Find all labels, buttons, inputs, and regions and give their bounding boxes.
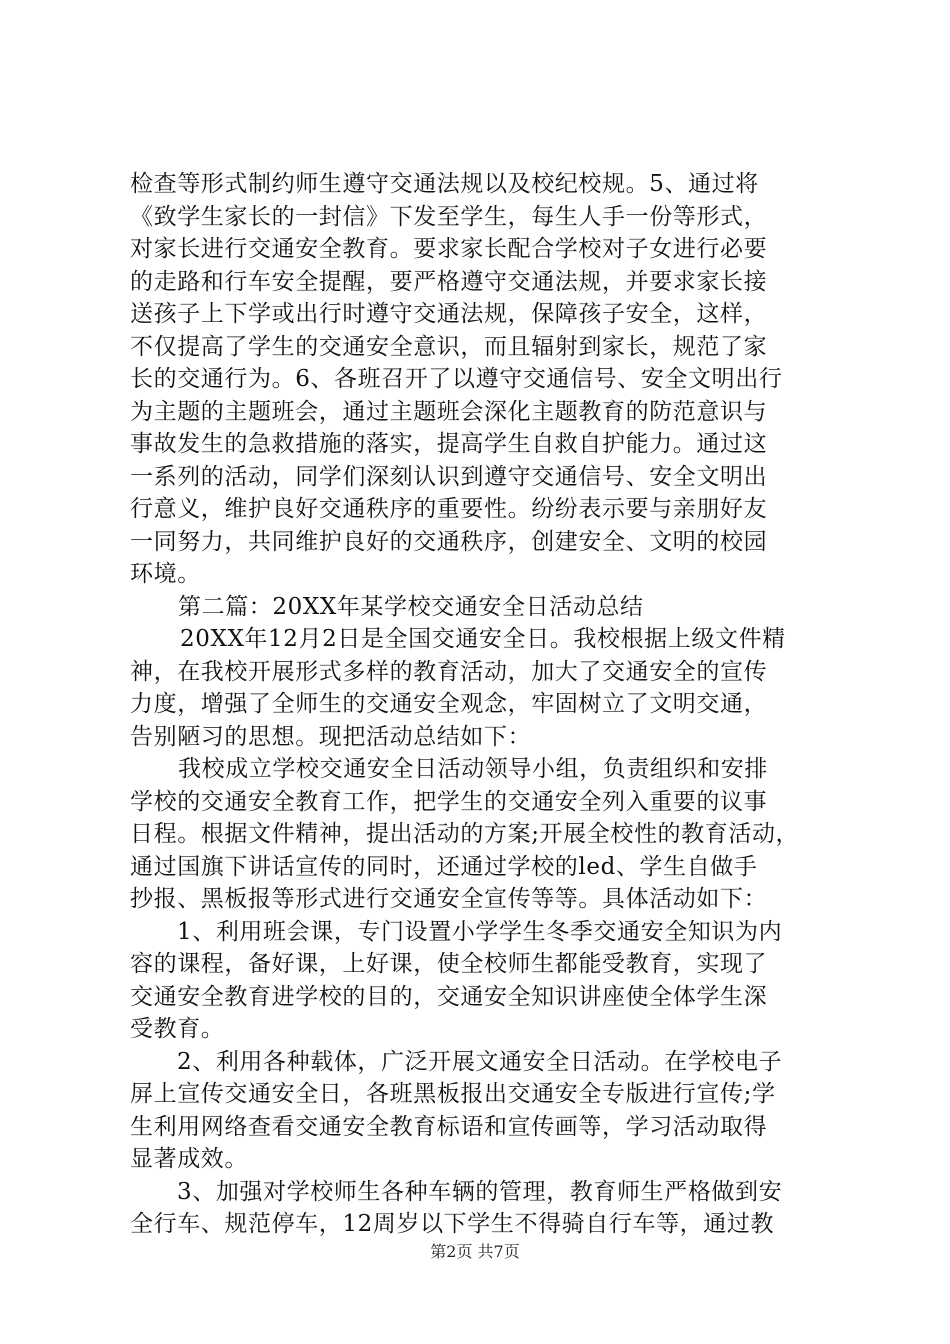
text-line: 我校成立学校交通安全日活动领导小组，负责组织和安排: [178, 756, 768, 782]
text-line: 环境。: [130, 561, 201, 587]
text-line: 为主题的主题班会，通过主题班会深化主题教育的防范意识与: [130, 398, 768, 425]
text-line: 容的课程，备好课，上好课，使全校师生都能受教育，实现了: [130, 951, 768, 977]
section-heading: 第二篇：20XX年某学校交通安全日活动总结: [178, 593, 644, 620]
text-line: 力度，增强了全师生的交通安全观念，牢固树立了文明交通，: [130, 691, 768, 717]
text-line: 全行车、规范停车，12周岁以下学生不得骑自行车等，通过教: [130, 1211, 775, 1237]
text-line: 2、利用各种载体，广泛开展文通安全日活动。在学校电子: [177, 1048, 783, 1075]
text-line: 长的交通行为。6、各班召开了以遵守交通信号、安全文明出行: [130, 366, 783, 392]
text-line: 行意义，维护良好交通秩序的重要性。纷纷表示要与亲朋好友: [130, 496, 768, 522]
text-line: 对家长进行交通安全教育。要求家长配合学校对子女进行必要: [130, 236, 768, 262]
text-line: 一系列的活动，同学们深刻认识到遵守交通信号、安全文明出: [130, 463, 768, 490]
text-line: 生利用网络查看交通安全教育标语和宣传画等，学习活动取得: [130, 1113, 768, 1140]
text-line: 《致学生家长的一封信》下发至学生，每生人手一份等形式，: [130, 203, 768, 230]
text-line: 3、加强对学校师生各种车辆的管理，教育师生严格做到安: [177, 1178, 783, 1205]
text-line: 1、利用班会课，专门设置小学学生冬季交通安全知识为内: [177, 918, 783, 945]
text-line: 一同努力，共同维护良好的交通秩序，创建安全、文明的校园: [130, 528, 768, 555]
text-line: 通过国旗下讲话宣传的同时，还通过学校的led、学生自做手: [130, 853, 758, 880]
text-line: 告别陋习的思想。现把活动总结如下：: [130, 723, 532, 750]
text-line: 送孩子上下学或出行时遵守交通法规，保障孩子安全，这样，: [130, 301, 768, 327]
text-line: 抄报、黑板报等形式进行交通安全宣传等等。具体活动如下：: [130, 886, 768, 912]
text-line: 20XX年12月2日是全国交通安全日。我校根据上级文件精: [180, 626, 786, 652]
text-line: 的走路和行车安全提醒，要严格遵守交通法规，并要求家长接: [130, 268, 768, 295]
document-body: [130, 168, 840, 1241]
text-line: 不仅提高了学生的交通安全意识，而且辐射到家长，规范了家: [130, 333, 768, 360]
text-line: 学校的交通安全教育工作，把学生的交通安全列入重要的议事: [130, 788, 768, 815]
text-line: 受教育。: [130, 1016, 225, 1042]
text-line: 事故发生的急救措施的落实，提高学生自救自护能力。通过这: [130, 431, 768, 457]
text-line: 日程。根据文件精神，提出活动的方案;开展全校性的教育活动，: [130, 821, 800, 847]
text-line: 显著成效。: [130, 1146, 248, 1172]
text-line: 神，在我校开展形式多样的教育活动，加大了交通安全的宣传: [130, 658, 768, 685]
text-line: 交通安全教育进学校的目的，交通安全知识讲座使全体学生深: [130, 983, 768, 1010]
text-line: 检查等形式制约师生遵守交通法规以及校纪校规。5、通过将: [130, 171, 759, 197]
page-footer: 第2页 共7页: [430, 1242, 520, 1261]
text-line: 屏上宣传交通安全日，各班黑板报出交通安全专版进行宣传;学: [130, 1081, 776, 1107]
